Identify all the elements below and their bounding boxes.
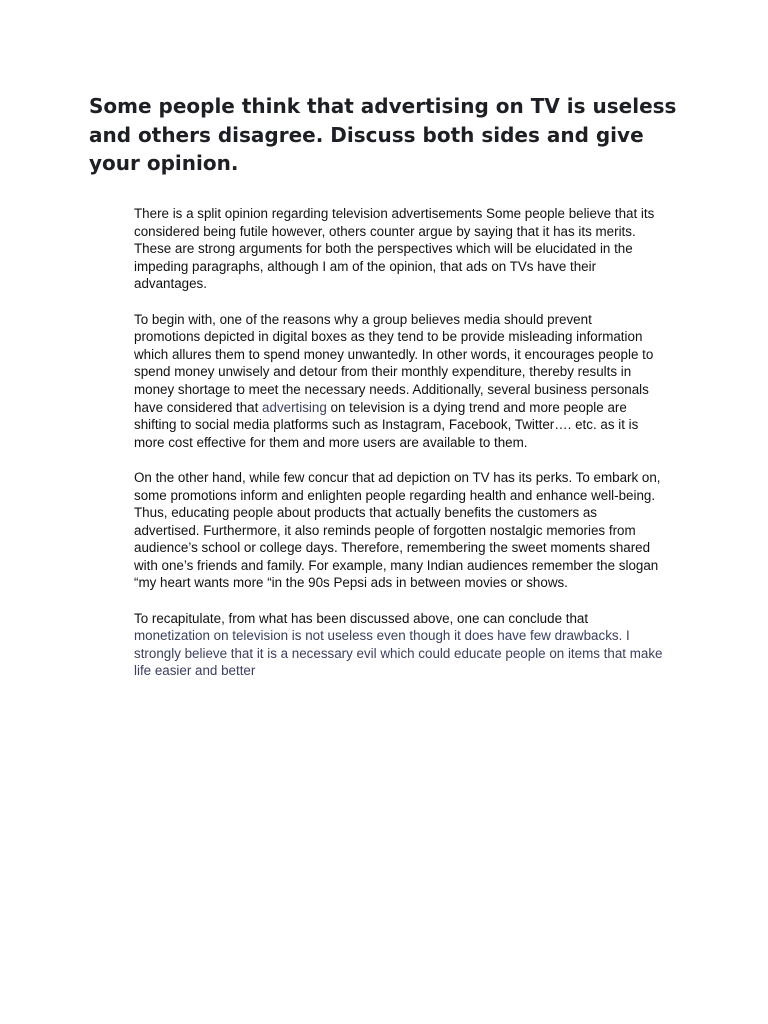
body-text: considered being futile however, others counter argue by saying that it has its merits. [134, 223, 636, 239]
body-text: advertised. Furthermore, it also reminds people of forgotten nostalgic memories from [134, 522, 636, 538]
body-text: shifting to social media platforms such as Instagram, Facebook, Twitter…. etc. as it is [134, 417, 639, 433]
paragraph-line [134, 275, 694, 293]
paragraph-line [134, 311, 694, 329]
title-line: your opinion. [89, 151, 239, 175]
body-text: There is a split opinion regarding television advertisements Some people believe that its [134, 206, 655, 221]
body-text: which allures them to spend money unwantedly. In other words, it encourages people to [134, 346, 654, 362]
paragraph-line [134, 240, 694, 258]
paragraph-line [134, 487, 694, 505]
paragraph-line [134, 557, 694, 575]
body-text: some promotions inform and enlighten people regarding health and enhance well-being. [134, 487, 656, 503]
body-text: Thus, educating people about products that actually benefits the customers as [134, 505, 598, 521]
body-text: To begin with, one of the reasons why a group believes media should prevent [134, 311, 592, 327]
paragraph-line [134, 399, 694, 417]
paragraph-line [134, 610, 694, 628]
paragraph-line [134, 469, 694, 487]
accent-text: advertising [262, 399, 327, 415]
paragraph-line [134, 205, 694, 223]
body-text: “my heart wants more “in the 90s Pepsi ads in between movies or shows. [134, 575, 568, 591]
body-text: with one’s friends and family. For example, many Indian audiences remember the slogan [134, 557, 659, 573]
paragraph-line [134, 328, 694, 346]
accent-text: life easier and better [134, 663, 256, 679]
paragraph-line [134, 522, 694, 540]
title-line: Some people think that advertising on TV is useless [89, 94, 677, 118]
accent-text: monetization on television is not useless even though it does have few drawbacks. I [134, 628, 630, 644]
paragraph-line [134, 363, 694, 381]
paragraph-line [134, 627, 694, 645]
paragraph-line [134, 346, 694, 364]
paragraph-line [134, 539, 694, 557]
title-line: and others disagree. Discuss both sides and give [89, 122, 644, 147]
essay-paragraph [134, 469, 694, 592]
body-text: On the other hand, while few concur that ad depiction on TV has its perks. To embark on, [134, 469, 661, 485]
paragraph-line [134, 504, 694, 522]
paragraph-line [134, 434, 694, 452]
body-text: These are strong arguments for both the perspectives which will be elucidated in the [134, 241, 633, 257]
body-text: advantages. [134, 276, 207, 292]
essay-paragraph [134, 311, 694, 452]
essay-body [134, 205, 694, 698]
essay-title [89, 92, 709, 178]
body-text: spend money unwisely and detour from their monthly expenditure, thereby results in [134, 364, 632, 380]
essay-paragraph [134, 610, 694, 680]
accent-text: strongly believe that it is a necessary evil which could educate people on items that make [134, 645, 663, 661]
body-text: impeding paragraphs, although I am of the opinion, that ads on TVs have their [134, 258, 597, 274]
essay-paragraph [134, 205, 694, 293]
body-text: more cost effective for them and more users are available to them. [134, 434, 528, 450]
body-text: audience’s school or college days. Therefore, remembering the sweet moments shared [134, 540, 651, 556]
body-text: To recapitulate, from what has been discussed above, one can conclude that [134, 610, 589, 626]
paragraph-line [134, 258, 694, 276]
body-text: promotions depicted in digital boxes as they tend to be provide misleading information [134, 329, 643, 345]
paragraph-line [134, 223, 694, 241]
body-text: on television is a dying trend and more people are [326, 399, 627, 415]
body-text: have considered that [134, 399, 263, 415]
paragraph-line [134, 574, 694, 592]
paragraph-line [134, 662, 694, 680]
body-text: money shortage to meet the necessary needs. Additionally, several business personals [134, 381, 649, 397]
paragraph-line [134, 416, 694, 434]
paragraph-line [134, 381, 694, 399]
paragraph-line [134, 645, 694, 663]
